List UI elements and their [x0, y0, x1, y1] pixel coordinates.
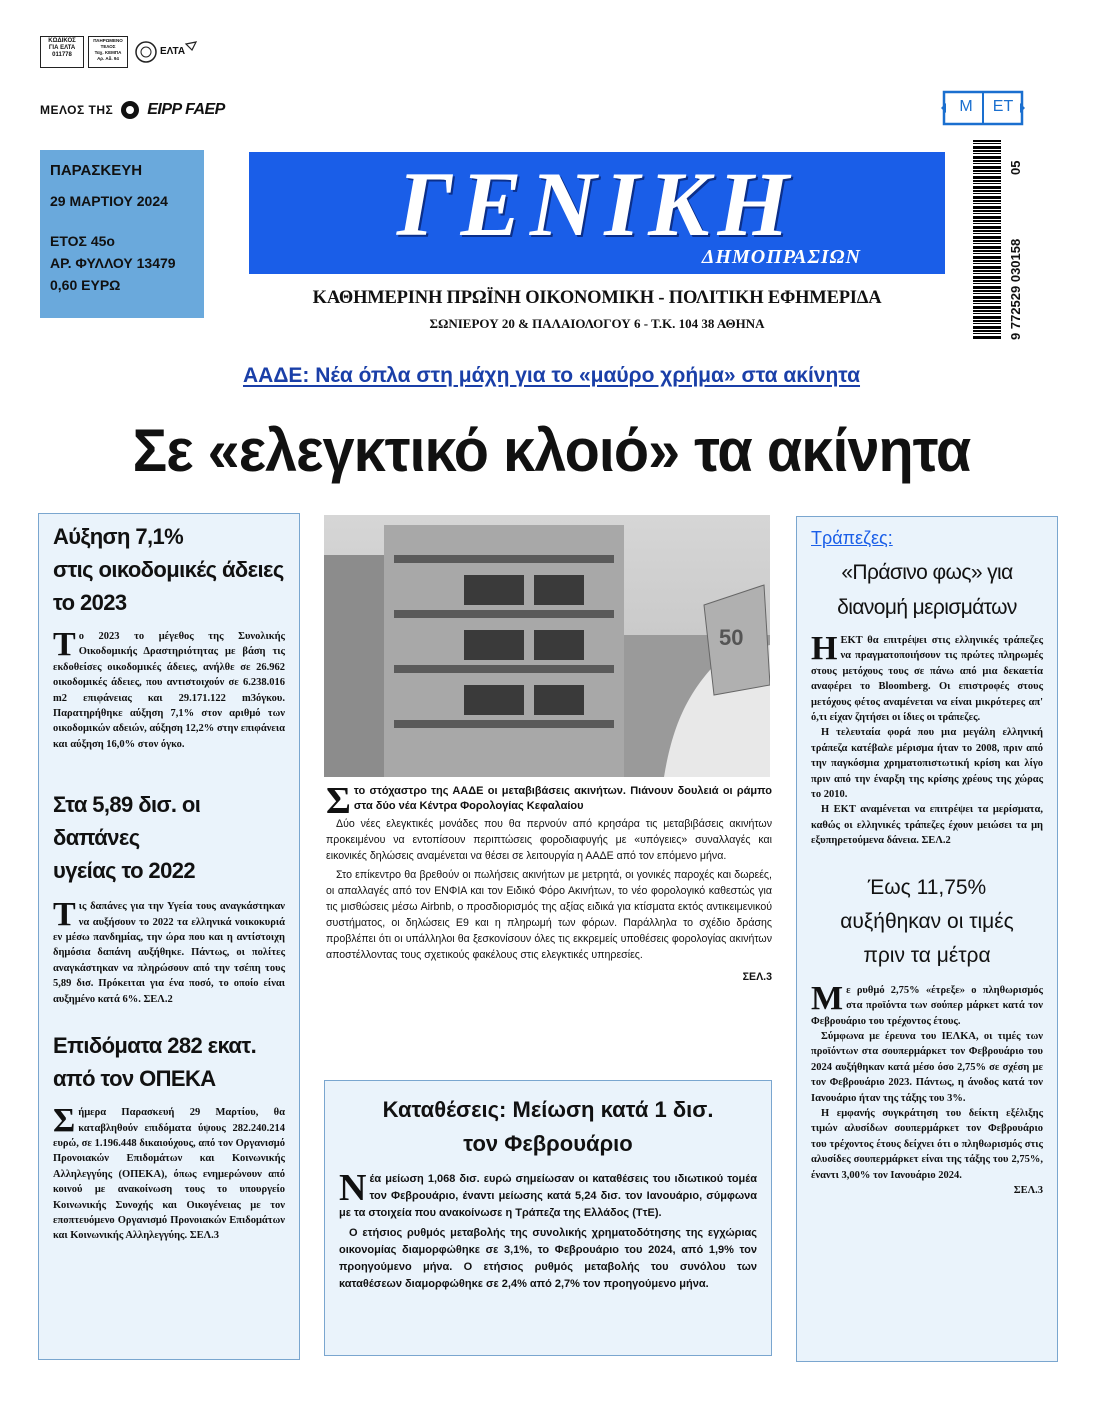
stamp-line: Αρ. Αδ. 94 [97, 56, 119, 61]
barcode-issue: 05 [1008, 160, 1023, 175]
banknote-value: 50 [719, 625, 744, 650]
deposits-paragraph: Ο ετήσιος ρυθμός μεταβολής της συνολικής χρηματοδότησης της εγχώριας οικονομίας διαμορφώθηκε σε 3,1%, το Φεβρουάριο του 2024, από 1,9% τον προηγούμενο μήνα. Ο ετήσιος ρυθμός μεταβολής του συνόλου των καταθέσεων διαμορφώθηκε σε 2,4% από 2,7% τον προηγούμενο μήνα. [339, 1227, 757, 1290]
stamp-line: Ταχ. ΚΕΜΠΑ [94, 50, 122, 55]
met-badge-right: ΕΤ [992, 98, 1014, 115]
barcode-digits: 9 772529 030158 [1008, 238, 1023, 340]
stamp-line: ΠΛΗΡΩΜΕΝΟ [93, 38, 123, 43]
elta-logo [134, 38, 200, 66]
stamp-line: 011778 [52, 52, 72, 58]
member-line [40, 100, 225, 120]
article-body [53, 626, 285, 752]
member-org: EIPP FAEP [147, 101, 225, 118]
paid-stamp [88, 36, 128, 68]
right-column [796, 516, 1058, 1362]
drop-cap: Ν [339, 1167, 367, 1209]
article-health-spending [53, 788, 285, 1007]
met-badge-left: Μ [959, 98, 973, 115]
drop-cap: Τ [53, 626, 76, 663]
newspaper-tagline: ΚΑΘΗΜΕΡΙΝΗ ΠΡΩΪΝΗ ΟΙΚΟΝΟΜΙΚΗ - ΠΟΛΙΤΙΚΗ ΕΦΗΜΕΡΙΔΑ [312, 288, 882, 308]
issue-year: ΕΤΟΣ 45ο [50, 233, 115, 249]
issue-sheet-number: ΑΡ. ΦΥΛΛΟΥ 13479 [50, 255, 176, 271]
article-title-line: Έως 11,75% [867, 875, 987, 899]
deposits-body [339, 1167, 757, 1222]
article-text: ις δαπάνες για την Υγεία τους αναγκάστηκαν να αυξήσουν το 2022 τα ελληνικά νοικοκυριά εν μέσω πανδημίας, την ώρα που και η αντίστοιχη δημόσια δαπάνη αυξήθηκε. Πάντως, οι πολίτες αναγκάστηκαν να πληρώσουν από την τσέπη τους 5,89 δισ. Πρόκειται για ένα ποσό, το οποίο είναι αυξημένο κατά 6%. ΣΕΛ.2 [53, 901, 285, 1005]
issue-date: 29 ΜΑΡΤΙΟΥ 2024 [50, 193, 168, 209]
main-headline: Σε «ελεγκτικό κλοιό» τα ακίνητα [132, 417, 971, 484]
article-title-line: Στα 5,89 δισ. οι δαπάνες [53, 792, 201, 851]
article-text: ΕΚΤ θα επιτρέψει στις ελληνικές τράπεζες να πραγματοποιήσουν τις πρώτες πληρωμές στους μετόχους τους σε πάνω από μια δεκαετία αναφέρει το Bloomberg. Οι επιστροφές στους μετόχους φέτος αναμένεται να είναι μικρότερες απ' ό,τι είχαν ζητήσει οι ίδιες οι τράπεζες. [811, 635, 1043, 724]
article-title-line: το 2023 [53, 590, 127, 615]
stamp-line: ΚΩΔΙΚΟΣ [48, 38, 76, 44]
newspaper-subtitle: ΔΗΜΟΠΡΑΣΙΩΝ [701, 246, 861, 268]
article-buildings [53, 520, 285, 752]
article-title-line: αυξήθηκαν οι τιμές [840, 909, 1014, 933]
article-body [811, 979, 1043, 1029]
deposits-lead: έα μείωση 1,068 δισ. ευρώ σημείωσαν οι καταθέσεις του ιδιωτικού τομέα τον Φεβρουάριο, έναντι μείωσης κατά 5,24 δισ. τον Ιανουάριο, σύμφωνα με τα στοιχεία που ανακοίνωσε η Τράπεζα της Ελλάδος (ΤτΕ). [339, 1173, 757, 1219]
article-title-line: υγείας το 2022 [53, 858, 195, 884]
eiper-logo-icon [119, 100, 141, 120]
drop-cap: Τ [53, 896, 76, 934]
main-paragraph: Στο επίκεντρο θα βρεθούν οι πωλήσεις ακινήτων με μετρητά, οι γονικές παροχές και δωρεές, οι απαλλαγές από τον ΕΝΦΙΑ και τον Ειδικό Φόρο Ακινήτων, το νέο φορολογικό καθεστώς για τις μισθώσεις μέσω Airbnb, ο προσδιορισμός της αξίας ειδικά για κτίσματα εκτός αντικειμενικού συστήματος, οι δηλώσεις Ε9 και η πληρωμή των φόρων. Παράλληλα το σχέδιο δράσης προβλέπει ότι οι υπάλληλοι θα ξεσκονίσουν όλες τις εκκρεμείς υποθέσεις φορολογίας ακινήτων αποστέλλοντας τους σχετικούς φακέλους στις ελεγκτικές υπηρεσίες. [326, 869, 772, 961]
drop-cap: Μ [811, 979, 844, 1017]
article-title-line: στις οικοδομικές άδειες [53, 557, 284, 582]
newspaper-address: ΣΩΝΙΕΡΟΥ 20 & ΠΑΛΑΙΟΛΟΓΟΥ 6 - Τ.Κ. 104 38 ΑΘΗΝΑ [429, 316, 765, 331]
article-text: ο 2023 το μέγεθος της Συνολικής Οικοδομικής Δραστηριότητας με βάση τις εκδοθείσες οικοδομικές άδειες, ανήλθε σε 26.962 οικοδομικές άδειες, που αντιστοιχούν σε 6.238.016 m2 επιφάνειας και 29.171.122 m3όγκου. Παρατηρήθηκε αύξηση 7,1% στον αριθμό των οικοδομικών αδειών, αύξηση 12,2% στην επιφάνεια και αύξηση 16,0% στον όγκο. [53, 631, 285, 750]
page-reference: ΣΕΛ.3 [1013, 1184, 1043, 1196]
issue-day: ΠΑΡΑΣΚΕΥΗ [50, 162, 143, 179]
met-badge [940, 88, 1026, 128]
elta-code-stamp [40, 36, 84, 68]
barcode [973, 140, 1001, 340]
article-body [53, 1102, 285, 1244]
article-text: Σύμφωνα με έρευνα του ΙΕΛΚΑ, οι τιμές των προϊόντων στα σουπερμάρκετ τον Φεβρουάριο του 2024 αυξήθηκαν κατά μέσο όσο 2,75% σε σχέση με τον Φεβρουάριο 2023. Πάντως, η άνοδος κατά τον Ιανουάριο ήταν της τάξης του 3%. [811, 1030, 1043, 1104]
article-text: ε ρυθμό 2,75% «έτρεξε» ο πληθωρισμός στα προϊόντα των σούπερ μάρκετ κατά τον Φεβρουάριο του τρέχοντος έτους. [811, 984, 1043, 1027]
issue-price: 0,60 ΕΥΡΩ [50, 277, 121, 293]
article-text: Η τελευταία φορά που μια μεγάλη ελληνική τράπεζα κατέβαλε μέρισμα ήταν το 2008, πριν από την παγκόσμια χρηματοπιστωτική κρίση και λίγο πριν από την έναρξη της κρίσης χρέους της χώρας το 2010. [811, 727, 1043, 801]
article-title-line: πριν τα μέτρα [863, 943, 991, 967]
article-prices [811, 871, 1043, 1199]
main-lead [326, 780, 772, 822]
deposits-title-line: τον Φεβρουάριο [463, 1131, 633, 1156]
main-lead-text: το στόχαστρο της ΑΑΔΕ οι μεταβιβάσεις ακινήτων. Πιάνουν δουλειά οι ράμπο στα δύο νέα Κέντρα Φορολογίας Κεφαλαίου [353, 785, 772, 812]
article-text: Η ΕΚΤ αναμένεται να επιτρέψει τα μερίσματα, καθώς οι ελληνικές τράπεζες έχουν μειώσει τα μη εξυπηρετούμενα δάνεια. ΣΕΛ.2 [811, 804, 1043, 847]
buildings-and-money-photo [324, 515, 770, 777]
drop-cap: Σ [53, 1102, 76, 1140]
main-kicker: ΑΑΔΕ: Νέα όπλα στη μάχη για το «μαύρο χρήμα» στα ακίνητα [242, 364, 861, 387]
issue-info-box [40, 150, 204, 318]
elta-label: ΕΛΤΑ [160, 46, 186, 57]
article-title-line: διανομή μερισμάτων [837, 596, 1017, 619]
stamp-line: ΓΙΑ ΕΛΤΑ [48, 45, 76, 51]
main-article [326, 780, 772, 985]
article-title-line: «Πράσινο φως» για [841, 561, 1013, 584]
member-label: ΜΕΛΟΣ ΤΗΣ [40, 103, 114, 117]
drop-cap: Σ [326, 780, 351, 822]
article-title-line: από τον ΟΠΕΚΑ [53, 1066, 216, 1092]
drop-cap: Η [811, 630, 838, 667]
article-title-line: Επιδόματα 282 εκατ. [53, 1033, 257, 1059]
deposits-box [324, 1080, 772, 1356]
main-photo [324, 515, 770, 777]
main-paragraph: Δύο νέες ελεγκτικές μονάδες που θα περνούν από κρησάρα τις μεταβιβάσεις ακινήτων προκειμένου να εντοπίσουν περιπτώσεις φοροδιαφυγής με «υπόγειες» συναλλαγές και εικονικές δηλώσεις αναμένεται να θέσει σε λειτουργία η ΑΑΔΕ από τον επόμενο μήνα. [326, 818, 772, 862]
article-kicker: Τράπεζες: [811, 528, 893, 548]
article-text: Η εμφανής συγκράτηση του δείκτη εξέλιξης τιμών αλυσίδων σουπερμάρκετ τον Φεβρουάριο του τρέχοντος έτους δείχνει ότι ο πληθωρισμός στις αλυσίδες σουπερμάρκετ είναι της τάξης του 2,75%, έναντι 3,00% τον Ιανουάριο 2024. [811, 1107, 1043, 1181]
article-title-line: Αύξηση 7,1% [53, 524, 184, 549]
article-text: ήμερα Παρασκευή 29 Μαρτίου, θα καταβληθούν επιδόματα ύψους 282.240.214 ευρώ, σε 1.196.448 δικαιούχους, από τον Οργανισμό Προνοιακών Επιδομάτων και Κοινωνικής Αλληλεγγύης (ΟΠΕΚΑ), όπως ενημερώνουν από κοινού με ανακοίνωση τους το υπουργείο Κοινωνικής Συνοχής και Οικογένειας με τον εποπτευόμενο Οργανισμό Προνοιακών Επιδομάτων και Κοινωνικής Αλληλεγγύης. ΣΕΛ.3 [53, 1107, 285, 1242]
newspaper-title: ΓΕΝΙΚΗ [396, 153, 798, 255]
article-opeka [53, 1029, 285, 1244]
masthead [249, 152, 945, 274]
article-body [53, 896, 285, 1007]
article-banks-dividends [811, 525, 1043, 849]
stamp-line: ΤΕΛΟΣ [100, 44, 116, 49]
deposits-title-line: Καταθέσεις: Μείωση κατά 1 δισ. [382, 1097, 714, 1122]
left-column [38, 513, 300, 1360]
page-reference: ΣΕΛ.3 [742, 971, 772, 983]
article-body [811, 630, 1043, 725]
